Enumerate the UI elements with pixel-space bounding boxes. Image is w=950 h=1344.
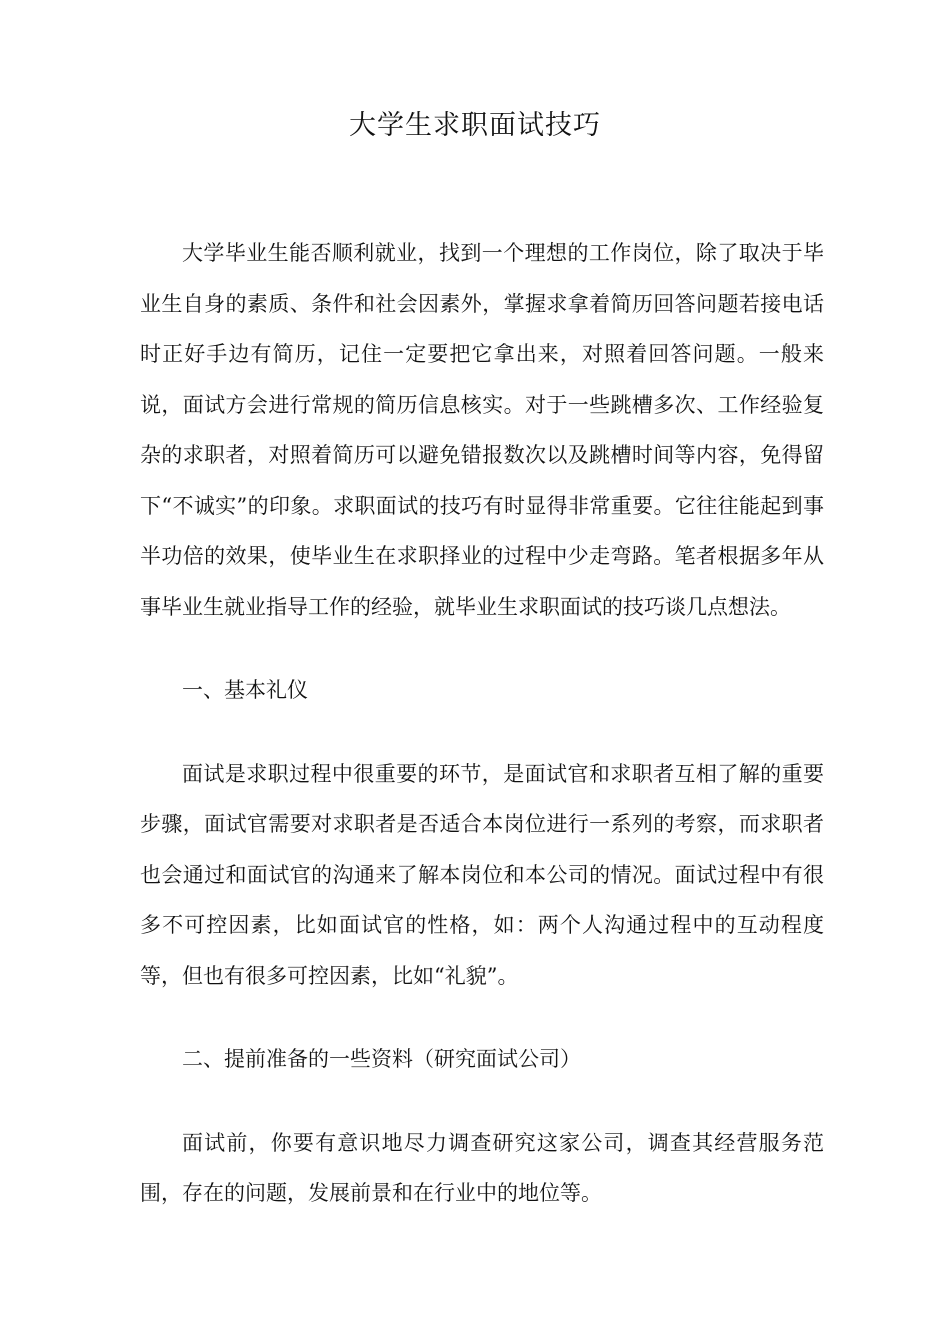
document-body bbox=[140, 228, 824, 1219]
preparation-paragraph: 面试前，你要有意识地尽力调查研究这家公司，调查其经营服务范围，存在的问题，发展前景和在行业中的地位等。 bbox=[140, 1130, 824, 1205]
document-title: 大学生求职面试技巧 bbox=[349, 110, 601, 141]
section-heading-basic-etiquette: 一、基本礼仪 bbox=[182, 678, 308, 702]
section-heading-preparation: 二、提前准备的一些资料（研究面试公司） bbox=[182, 1047, 581, 1071]
paragraph-gap bbox=[140, 716, 824, 749]
intro-paragraph: 大学毕业生能否顺利就业，找到一个理想的工作岗位，除了取决于毕业生自身的素质、条件和社会因素外，掌握求拿着简历回答问题若接电话时正好手边有简历，记住一定要把它拿出来，对照着回答问题。一般来说，面试方会进行常规的简历信息核实。对于一些跳槽多次、工作经验复杂的求职者，对照着简历可以避免错报数次以及跳槽时间等内容，免得留下“不诚实”的印象。求职面试的技巧有时显得非常重要。它往往能起到事半功倍的效果，使毕业生在求职择业的过程中少走弯路。笔者根据多年从事毕业生就业指导工作的经验，就毕业生求职面试的技巧谈几点想法。 bbox=[140, 241, 824, 619]
paragraph-gap bbox=[140, 1001, 824, 1034]
paragraph-gap bbox=[140, 632, 824, 665]
etiquette-paragraph: 面试是求职过程中很重要的环节，是面试官和求职者互相了解的重要步骤，面试官需要对求职者是否适合本岗位进行一系列的考察，而求职者也会通过和面试官的沟通来了解本岗位和本公司的情况。面试过程中有很多不可控因素，比如面试官的性格，如：两个人沟通过程中的互动程度等，但也有很多可控因素，比如“礼貌”。 bbox=[140, 761, 824, 988]
paragraph-gap bbox=[140, 1085, 824, 1118]
